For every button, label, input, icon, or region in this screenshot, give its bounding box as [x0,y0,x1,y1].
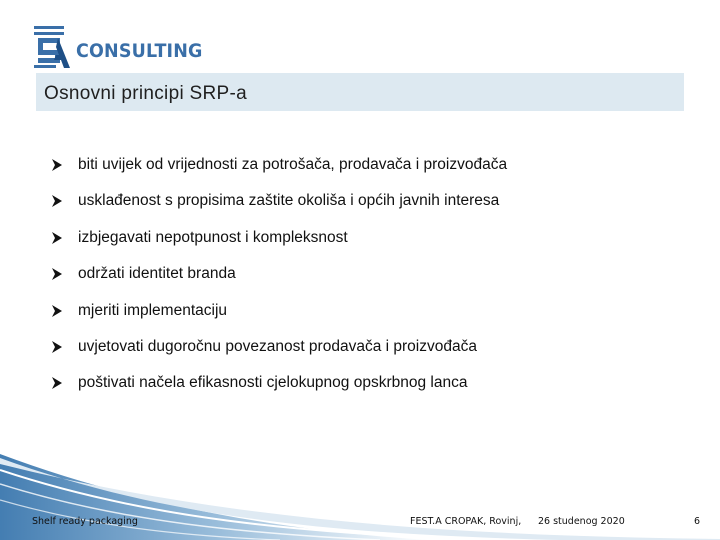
list-item [52,192,507,228]
bullet-text: održati identitet branda [78,265,236,283]
list-item [52,374,507,410]
arrow-right-icon [52,341,62,353]
list-item [52,229,507,265]
bullet-text: biti uvijek od vrijednosti za potrošača, prodavača i proizvođača [78,156,508,173]
list-item [52,302,507,338]
arrow-right-icon [52,377,62,389]
logo-text: CONSULTING [76,40,203,62]
list-item [52,338,507,374]
bullet-text: uvjetovati dugoročnu povezanost prodavača i proizvođača [78,337,477,355]
title-bar [36,73,684,111]
bullet-text: usklađenost s propisima zaštite okoliša i općih javnih interesa [78,192,500,210]
list-item [52,265,507,301]
sa-logo-icon [34,22,78,68]
arrow-right-icon [52,159,62,171]
bullet-text: izbjegavati nepotpunost i kompleksnost [78,228,348,246]
bullet-list [52,156,507,411]
slide-title: Osnovni principi SRP-a [44,83,248,104]
arrow-right-icon [52,195,62,207]
bullet-text: poštivati načela efikasnosti cjelokupnog opskrbnog lanca [78,374,468,392]
list-item [52,156,507,192]
arrow-right-icon [52,268,62,280]
footer-presentation-title: Shelf ready packaging [32,516,138,527]
bullet-text: mjeriti implementaciju [78,301,228,319]
page-number: 6 [694,516,701,527]
footer-date: 26 studenog 2020 [538,516,625,527]
arrow-right-icon [52,232,62,244]
arrow-right-icon [52,305,62,317]
footer-event: FEST.A CROPAK, Rovinj, [410,516,522,527]
